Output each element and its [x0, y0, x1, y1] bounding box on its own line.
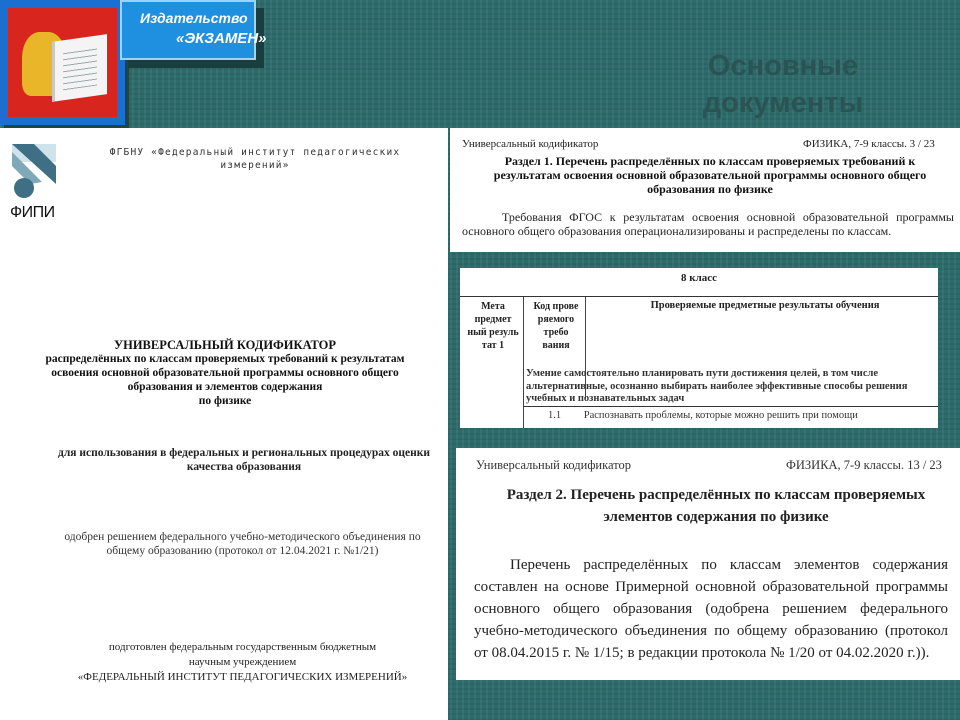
approval-line-2: общему образованию (протокол от 12.04.2021 г. №1/21) [106, 545, 379, 557]
fipi-logo-icon [12, 144, 56, 200]
col-code-header: Код прове ряемого требо вания [533, 301, 579, 351]
codifier-title-page [0, 128, 448, 720]
publisher-logo-line1: Издательство [140, 10, 248, 26]
grade-heading: 8 класс [680, 272, 718, 284]
table-divider [523, 406, 938, 407]
section1-excerpt [450, 128, 960, 252]
codifier-subtitle-3: образования и элементов содержания [127, 381, 323, 393]
slide-title [668, 48, 898, 122]
section1-title: Раздел 1. Перечень распределённых по классам проверяемых требований к результатам освоения основной образовательной программы основного общего образования по физике [493, 154, 927, 196]
requirements-paragraph: Требования ФГОС к результатам освоения основной образовательной программы основного общего образования операционализированы и распределены по классам. [462, 210, 954, 238]
publisher-logo [120, 0, 267, 60]
metasubject-description: Умение самостоятельно планировать пути достижения целей, в том числе альтернативные, осознанно выбирать наиболее эффективные способы решения учебных и познавательных задач [526, 368, 908, 404]
approval-line-1: одобрен решением федерального учебно-методического объединения по [64, 531, 421, 543]
prepared-by-note [50, 640, 435, 685]
book-icon [52, 34, 107, 102]
grade8-table-excerpt [460, 268, 938, 428]
codifier-title [40, 338, 410, 408]
usage-line-1: для использования в федеральных и региональных процедурах оценки [58, 447, 430, 459]
col-results-header: Проверяемые предметные результаты обучения [650, 300, 880, 311]
section2-excerpt [456, 448, 960, 680]
org-name: ФГБНУ «Федеральный институт педагогических измерений» [109, 147, 401, 171]
codifier-subtitle-2: освоения основной образовательной программы основного общего [51, 367, 399, 379]
codifier-subtitle-4: по физике [198, 395, 252, 407]
coat-of-arms-logo [0, 0, 125, 125]
prepared-line-1: подготовлен федеральным государственным бюджетным [108, 641, 377, 653]
publisher-logo-line2: «ЭКЗАМЕН» [176, 30, 267, 47]
page-header-left: Универсальный кодификатор [476, 458, 632, 472]
table-row [548, 410, 858, 421]
table-col-divider [523, 297, 524, 428]
content-list-paragraph: Перечень распределённых по классам элементов содержания составлен на основе Примерной основной образовательной программы основного общего образования (одобрена решением федерального учебно-методического объединения по общему образованию (протокол от 08.04.2015 г. № 1/15; в редакции протокола № 1/20 от 04.02.2020 г.)). [474, 557, 948, 661]
page-header-right: ФИЗИКА, 7-9 классы. 3 / 23 [803, 138, 935, 150]
emblem-shield [8, 8, 117, 117]
codifier-subtitle-1: распределённых по классам проверяемых требований к результатам [45, 353, 405, 365]
usage-note [44, 446, 444, 474]
page-header-left: Универсальный кодификатор [462, 138, 599, 150]
slide-title-line2: документы [702, 87, 864, 119]
prepared-line-2: научным учреждением [188, 656, 297, 668]
row-code: 1.1 [548, 410, 562, 421]
page-header-right: ФИЗИКА, 7-9 классы. 13 / 23 [786, 458, 942, 472]
approval-note [50, 530, 435, 558]
slide-title-line1: Основные [707, 50, 859, 82]
codifier-title-main: УНИВЕРСАЛЬНЫЙ КОДИФИКАТОР [113, 338, 337, 352]
usage-line-2: качества образования [186, 461, 302, 473]
table-divider [460, 296, 938, 297]
row-text: Распознавать проблемы, которые можно решить при помощи [583, 410, 858, 421]
fipi-logo-text: ФИПИ [10, 204, 55, 221]
section2-title: Раздел 2. Перечень распределённых по классам проверяемых элементов содержания по физике [506, 487, 926, 525]
prepared-line-3: «ФЕДЕРАЛЬНЫЙ ИНСТИТУТ ПЕДАГОГИЧЕСКИХ ИЗМЕРЕНИЙ» [77, 671, 408, 683]
col-metasubject-header: Мета предмет ный резуль тат 1 [467, 301, 519, 351]
